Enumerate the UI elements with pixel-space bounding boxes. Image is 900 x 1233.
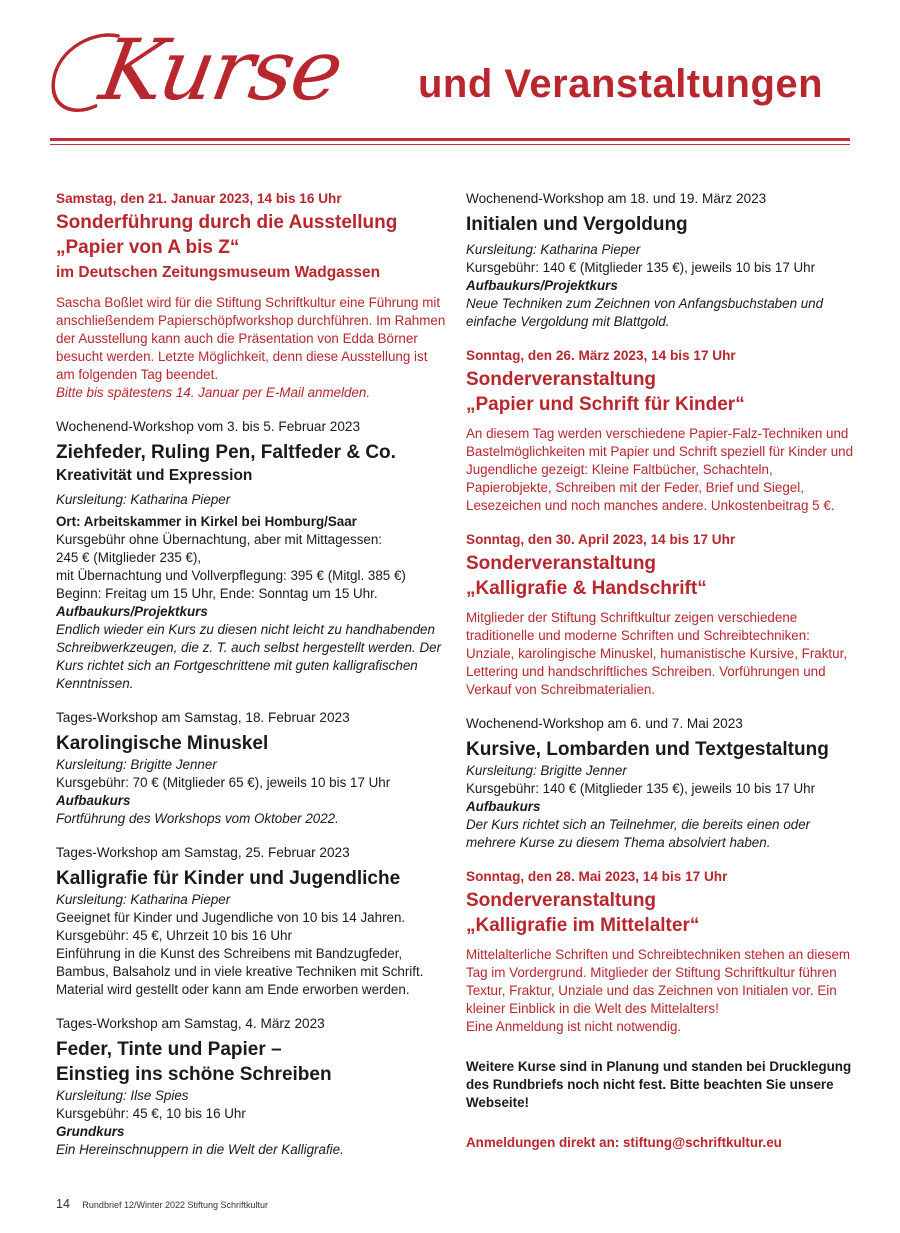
- course-fee-line: Kursgebühr ohne Übernachtung, aber mit Mittagessen:: [56, 532, 383, 547]
- event-date: Sonntag, den 30. April 2023, 14 bis 17 Uhr: [466, 532, 736, 547]
- course-level: Aufbaukurs: [56, 793, 131, 808]
- event-title-line1: Sonderveranstaltung: [466, 369, 657, 390]
- course-fee-line: mit Übernachtung und Vollverpflegung: 395 € (Mitgl. 385 €): [56, 568, 406, 583]
- event-registration-note: Bitte bis spätestens 14. Januar per E-Mail anmelden.: [56, 385, 371, 400]
- event-date: Sonntag, den 26. März 2023, 14 bis 17 Uhr: [466, 348, 736, 363]
- course-kalligrafie-kinder: [56, 844, 448, 999]
- course-subtitle: Kreativität und Expression: [56, 467, 253, 484]
- event-kalligrafie-mittelalter: [466, 868, 858, 1036]
- footer-text: Rundbrief 12/Winter 2022 Stiftung Schriftkultur: [82, 1200, 269, 1210]
- course-description: Fortführung des Workshops vom Oktober 2022.: [56, 811, 339, 826]
- event-description: An diesem Tag werden verschiedene Papier-Falz-Techniken und Bastelmöglichkeiten mit Papier und Schrift speziell für Kinder und Jugendliche gezeigt: Kleine Faltbücher, Schachteln, Papierobjekte, Schreiben mit der Feder, Brief und Siegel, Lesezeichen und noch manches andere. Unkostenbeitrag 5 €.: [466, 426, 854, 513]
- course-leader: Kursleitung: Katharina Pieper: [56, 892, 231, 907]
- course-info-line: Kursgebühr: 45 €, Uhrzeit 10 bis 16 Uhr: [56, 928, 292, 943]
- course-title: Ziehfeder, Ruling Pen, Faltfeder & Co.: [56, 442, 396, 463]
- event-papier-schrift-kinder: [466, 347, 858, 515]
- registration-contact: Anmeldungen direkt an: stiftung@schriftkultur.eu: [466, 1135, 782, 1150]
- course-title: Initialen und Vergoldung: [466, 214, 688, 235]
- header-title: und Veranstaltungen: [418, 62, 824, 106]
- course-leader: Kursleitung: Ilse Spies: [56, 1088, 189, 1103]
- event-title-line2: „Kalligrafie & Handschrift“: [466, 578, 707, 599]
- event-title-line1: Sonderveranstaltung: [466, 890, 657, 911]
- course-intro: Wochenend-Workshop am 18. und 19. März 2023: [466, 191, 767, 206]
- left-column: [56, 190, 448, 1175]
- course-description: Neue Techniken zum Zeichnen von Anfangsbuchstaben und einfache Vergoldung mit Blattgold.: [466, 296, 824, 329]
- event-date: Sonntag, den 28. Mai 2023, 14 bis 17 Uhr: [466, 869, 728, 884]
- event-description: Sascha Boßlet wird für die Stiftung Schriftkultur eine Führung mit anschließendem Papierschöpfworkshop durchführen. Im Rahmen der Ausstellung kann auch die Präsentation von Edda Börner besucht werden. Letzte Möglichkeit, denn diese Ausstellung ist am folgenden Tag beendet.: [56, 295, 446, 382]
- course-intro: Tages-Workshop am Samstag, 18. Februar 2023: [56, 710, 350, 725]
- header-script-word: [93, 21, 349, 119]
- event-registration-note: Eine Anmeldung ist nicht notwendig.: [466, 1019, 682, 1034]
- course-fee: Kursgebühr: 140 € (Mitglieder 135 €), jeweils 10 bis 17 Uhr: [466, 260, 816, 275]
- course-intro: Tages-Workshop am Samstag, 25. Februar 2023: [56, 845, 350, 860]
- course-leader: Kursleitung: Katharina Pieper: [466, 242, 641, 257]
- header-script-text: Kurse: [93, 21, 349, 119]
- course-fee-line: Beginn: Freitag um 15 Uhr, Ende: Sonntag um 15 Uhr.: [56, 586, 378, 601]
- course-level: Aufbaukurs/Projektkurs: [56, 604, 208, 619]
- course-title-line2: Einstieg ins schöne Schreiben: [56, 1064, 332, 1085]
- event-papier-a-bis-z: [56, 190, 448, 402]
- page-header: [50, 21, 850, 138]
- course-info-line: Geeignet für Kinder und Jugendliche von 10 bis 14 Jahren.: [56, 910, 406, 925]
- event-kalligrafie-handschrift: [466, 531, 858, 699]
- course-karolingische-minuskel: [56, 709, 448, 828]
- event-date: Samstag, den 21. Januar 2023, 14 bis 16 Uhr: [56, 191, 342, 206]
- course-initialen-vergoldung: [466, 190, 858, 331]
- course-leader: Kursleitung: Brigitte Jenner: [466, 763, 627, 778]
- course-level: Aufbaukurs/Projektkurs: [466, 278, 618, 293]
- header-rule-thin: [50, 144, 850, 145]
- event-title-line2: „Papier und Schrift für Kinder“: [466, 394, 745, 415]
- course-leader: Kursleitung: Katharina Pieper: [56, 492, 231, 507]
- event-title-line1: Sonderveranstaltung: [466, 553, 657, 574]
- course-intro: Tages-Workshop am Samstag, 4. März 2023: [56, 1016, 325, 1031]
- course-title: Kalligrafie für Kinder und Jugendliche: [56, 868, 401, 889]
- course-fee: Kursgebühr: 70 € (Mitglieder 65 €), jeweils 10 bis 17 Uhr: [56, 775, 391, 790]
- course-fee: Kursgebühr: 140 € (Mitglieder 135 €), jeweils 10 bis 17 Uhr: [466, 781, 816, 796]
- swash-decoration: [32, 24, 140, 124]
- event-description: Mitglieder der Stiftung Schriftkultur zeigen verschiedene traditionelle und moderne Schriften und Schreibtechniken: Unziale, karolingische Minuskel, humanistische Kursive, Fraktur, Lettering und handschriftliches Schreiben. Vorführungen und Verkauf von Schreibmaterialien.: [466, 610, 848, 697]
- course-fee-line: 245 € (Mitglieder 235 €),: [56, 550, 202, 565]
- course-ziehfeder: [56, 418, 448, 693]
- course-leader: Kursleitung: Brigitte Jenner: [56, 757, 217, 772]
- course-description: Der Kurs richtet sich an Teilnehmer, die bereits einen oder mehrere Kurse zu diesem Thema absolviert haben.: [466, 817, 811, 850]
- course-feder-tinte-papier: [56, 1015, 448, 1159]
- page-number: 14: [56, 1197, 70, 1211]
- event-subtitle: im Deutschen Zeitungsmuseum Wadgassen: [56, 264, 381, 281]
- header-rule-thick: [50, 138, 850, 141]
- course-description: Endlich wieder ein Kurs zu diesen nicht leicht zu handhabenden Schreibwerkzeugen, die z. T. auch selbst hergestellt werden. Der Kurs richtet sich an Fortgeschrittene mit guten kalligrafischen Kenntnissen.: [56, 622, 442, 691]
- course-kursive-lombarden: [466, 715, 858, 852]
- course-level: Grundkurs: [56, 1124, 125, 1139]
- event-title-line2: „Papier von A bis Z“: [56, 237, 240, 258]
- course-level: Aufbaukurs: [466, 799, 541, 814]
- event-description: Mittelalterliche Schriften und Schreibtechniken stehen an diesem Tag im Vordergrund. Mitglieder der Stiftung Schriftkultur führen Textur, Fraktur, Unziale und das Zeichnen von Initialen vor. Ein kleiner Einblick in die Welt des Mittelalters!: [466, 947, 851, 1016]
- course-description: Ein Hereinschnuppern in die Welt der Kalligrafie.: [56, 1142, 344, 1157]
- course-info-line: Einführung in die Kunst des Schreibens mit Bandzugfeder, Bambus, Balsaholz und in viele kreative Techniken mit Schrift. Material wird gestellt oder kann am Ende erworben werden.: [56, 946, 424, 997]
- right-column: [466, 190, 858, 1152]
- more-courses-note: Weitere Kurse sind in Planung und standen bei Drucklegung des Rundbriefs noch nicht fest. Bitte beachten Sie unsere Webseite!: [466, 1059, 852, 1110]
- event-title-line2: „Kalligrafie im Mittelalter“: [466, 915, 700, 936]
- course-place: Ort: Arbeitskammer in Kirkel bei Homburg/Saar: [56, 514, 357, 529]
- course-fee: Kursgebühr: 45 €, 10 bis 16 Uhr: [56, 1106, 246, 1121]
- course-title: Kursive, Lombarden und Textgestaltung: [466, 739, 829, 760]
- course-title-line1: Feder, Tinte und Papier –: [56, 1039, 282, 1060]
- course-intro: Wochenend-Workshop am 6. und 7. Mai 2023: [466, 716, 743, 731]
- page-footer: [56, 1197, 268, 1211]
- course-title: Karolingische Minuskel: [56, 733, 269, 754]
- course-intro: Wochenend-Workshop vom 3. bis 5. Februar 2023: [56, 419, 361, 434]
- event-title-line1: Sonderführung durch die Ausstellung: [56, 212, 398, 233]
